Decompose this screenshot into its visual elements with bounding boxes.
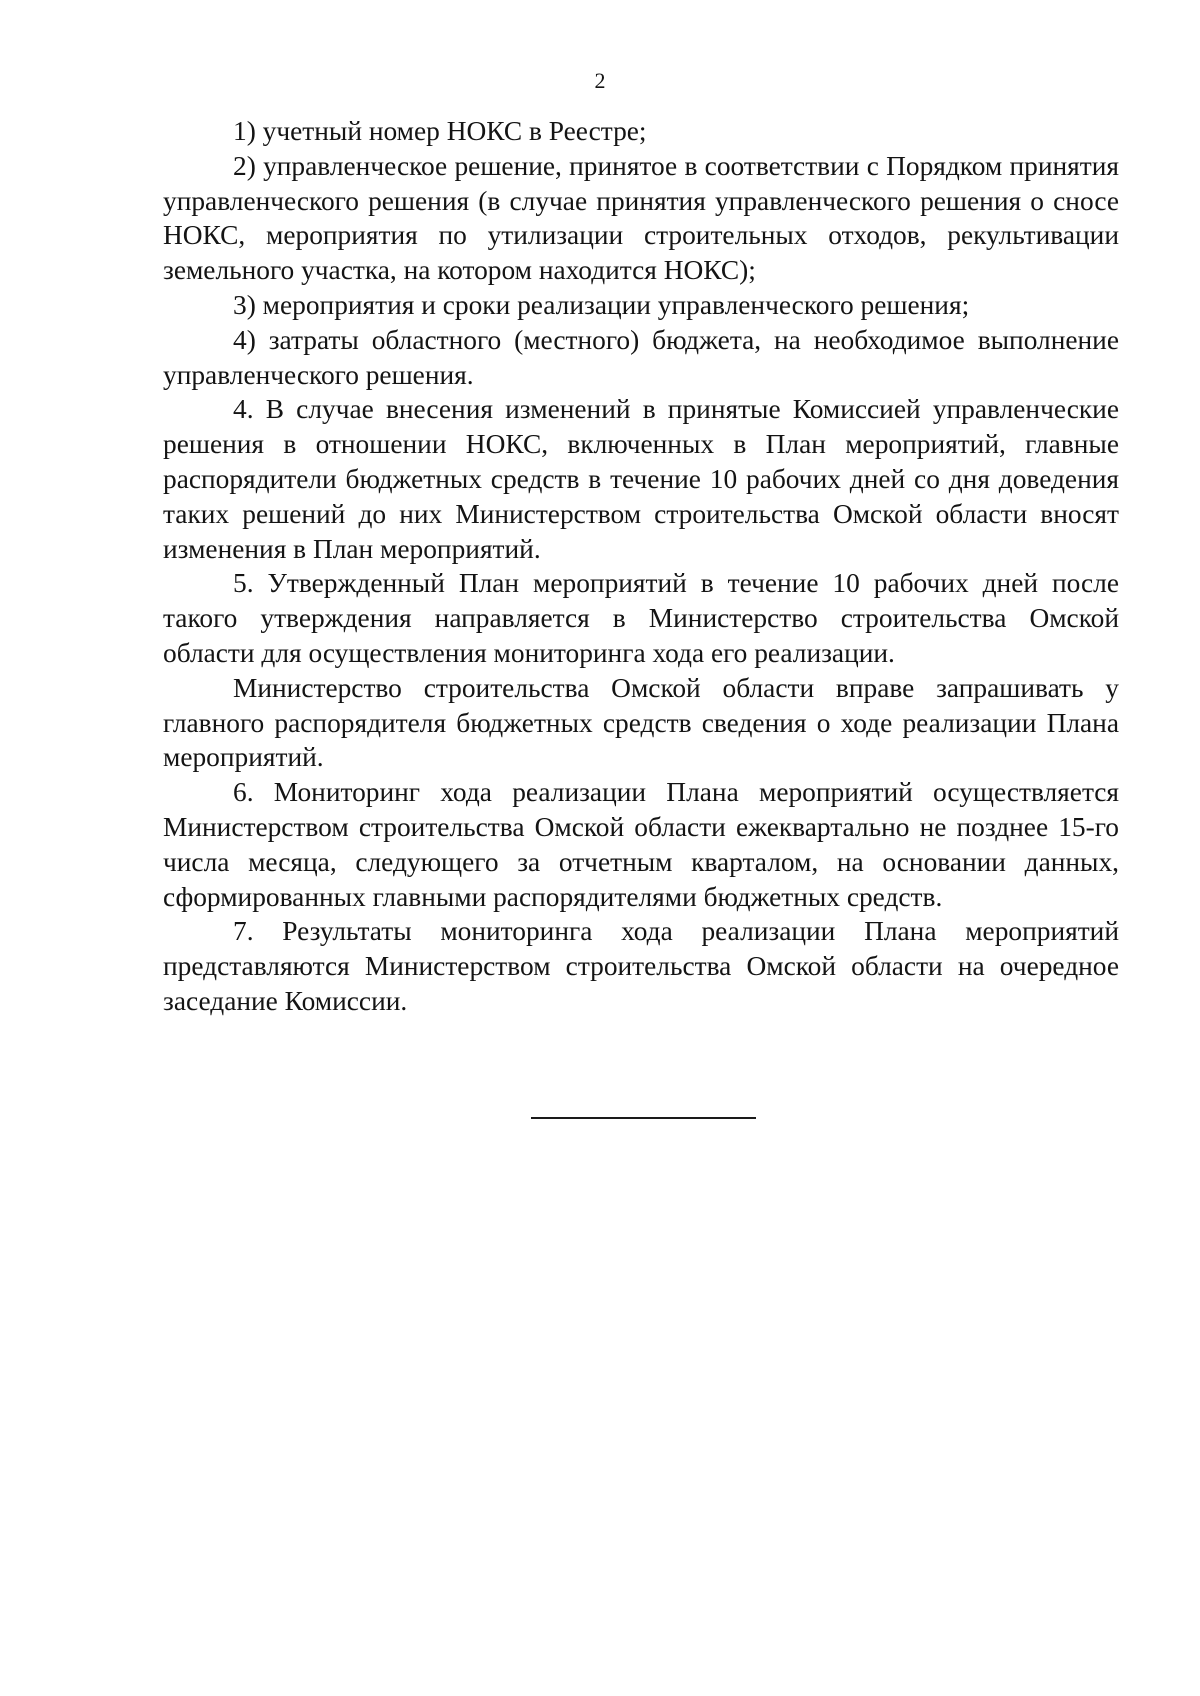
paragraph-item-1: 1) учетный номер НОКС в Реестре; xyxy=(233,116,647,146)
paragraph-item-2: 2) управленческое решение, принятое в соответствии с Порядком принятия управленческого решения (в случае принятия управленческого решения о сносе НОКС, мероприятия по утилизации строительных отходов, рекультивации земельного участка, на котором находится НОКС); xyxy=(163,150,1119,286)
paragraph-ministry-right: Министерство строительства Омской области вправе запрашивать у главного распорядителя бюджетных средств сведения о ходе реализации Плана мероприятий. xyxy=(163,672,1119,773)
paragraph-clause-4: 4. В случае внесения изменений в принятые Комиссией управленческие решения в отношении НОКС, включенных в План мероприятий, главные распорядители бюджетных средств в течение 10 рабочих дней со дня доведения таких решений до них Министерством строительства Омской области вносят изменения в План мероприятий. xyxy=(163,394,1119,564)
paragraph-item-3: 3) мероприятия и сроки реализации управленческого решения; xyxy=(233,289,970,320)
paragraph-clause-7: 7. Результаты мониторинга хода реализации Плана мероприятий представляются Министерством строительства Омской области на очередное заседание Комиссии. xyxy=(163,916,1119,1016)
paragraph-clause-5: 5. Утвержденный План мероприятий в течение 10 рабочих дней после такого утверждения направляется в Министерство строительства Омской области для осуществления мониторинга хода его реализации. xyxy=(163,568,1119,668)
page-number: 2 xyxy=(594,68,606,93)
paragraph-item-4: 4) затраты областного (местного) бюджета, на необходимое выполнение управленческого решения. xyxy=(163,324,1119,390)
document-body xyxy=(163,114,1119,1019)
end-divider xyxy=(531,1117,756,1119)
paragraph-clause-6: 6. Мониторинг хода реализации Плана мероприятий осуществляется Министерством строительства Омской области ежеквартально не позднее 15-го числа месяца, следующего за отчетным кварталом, на основании данных, сформированных главными распорядителями бюджетных средств. xyxy=(163,777,1119,912)
